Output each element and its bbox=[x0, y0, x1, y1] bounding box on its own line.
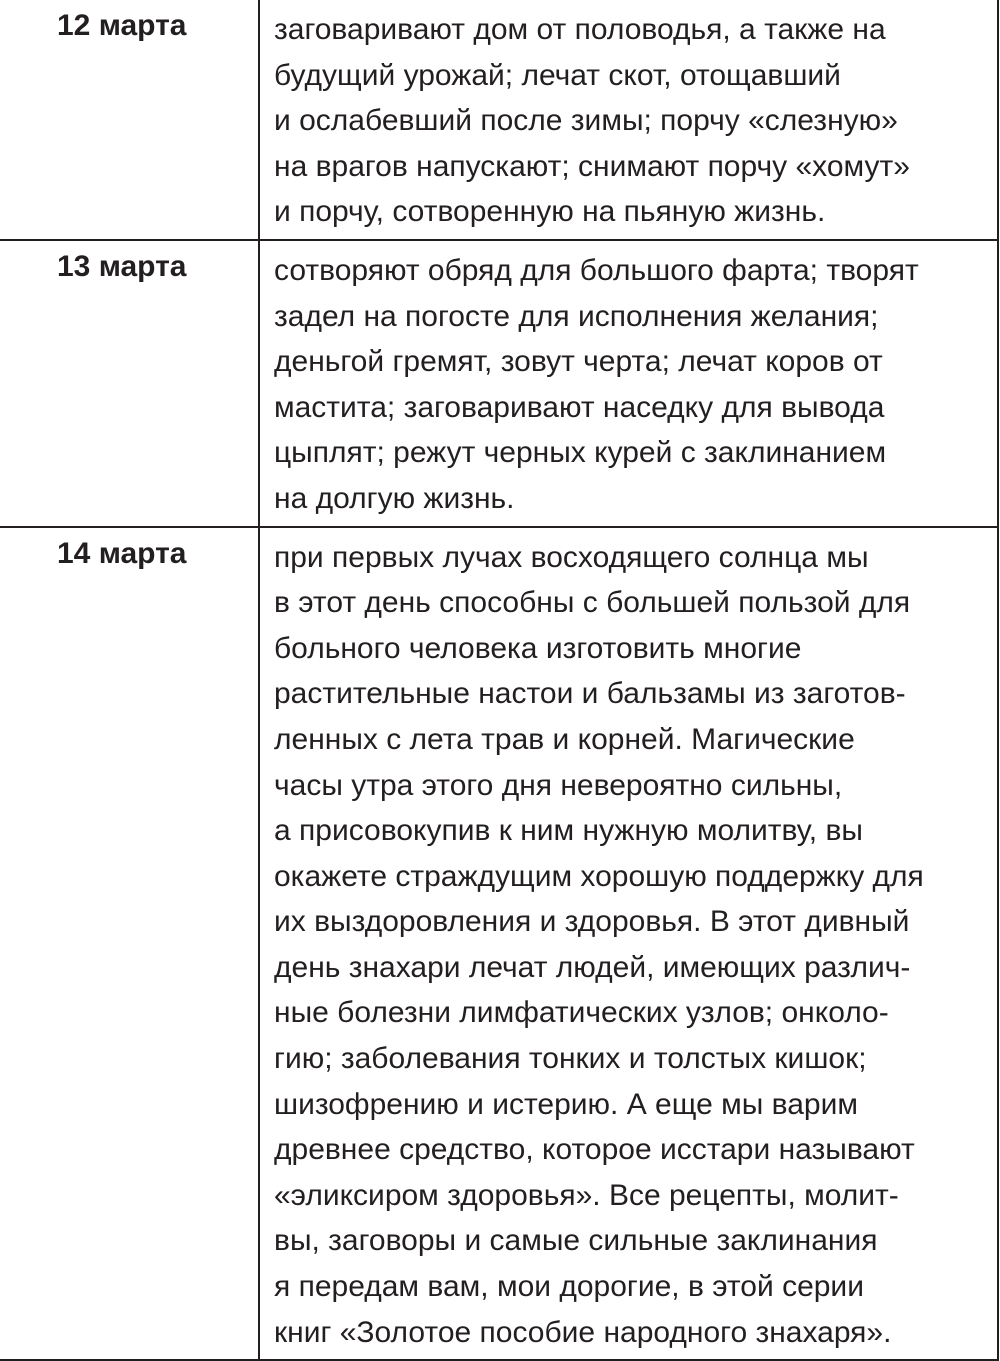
text-line: мастита; заговаривают наседку для вывода bbox=[274, 390, 885, 424]
table-row bbox=[0, 527, 998, 1361]
text-line: будущий урожай; лечат скот, отощавший bbox=[274, 58, 841, 92]
text-line: древнее средство, которое исстари называют bbox=[274, 1133, 915, 1167]
text-line: растительные настои и бальзамы из заготов- bbox=[274, 677, 906, 711]
date-cell: 14 марта bbox=[0, 527, 259, 1361]
text-line: и порчу, сотворенную на пьяную жизнь. bbox=[274, 195, 826, 229]
text-line: я передам вам, мои дорогие, в этой серии bbox=[274, 1270, 864, 1304]
description-cell bbox=[259, 527, 998, 1361]
text-line: шизофрению и истерию. А еще мы варим bbox=[274, 1087, 858, 1121]
text-line: часы утра этого дня невероятно сильны, bbox=[274, 768, 843, 802]
text-line: деньгой гремят, зовут черта; лечат коров от bbox=[274, 345, 883, 379]
text-line: на врагов напускают; снимают порчу «хомут» bbox=[274, 149, 910, 183]
text-line: «эликсиром здоровья». Все рецепты, молит- bbox=[274, 1178, 899, 1212]
text-line: больного человека изготовить многие bbox=[274, 631, 802, 665]
text-line: ленных с лета трав и корней. Магические bbox=[274, 722, 855, 756]
text-line: день знахари лечат людей, имеющих различ- bbox=[274, 950, 911, 984]
text-line: на долгую жизнь. bbox=[274, 481, 515, 515]
text-line: а присовокупив к ним нужную молитву, вы bbox=[274, 814, 863, 848]
date-cell: 13 марта bbox=[0, 240, 259, 527]
description-cell bbox=[259, 240, 998, 527]
text-line: их выздоровления и здоровья. В этот дивный bbox=[274, 905, 910, 939]
date-cell: 12 марта bbox=[0, 0, 259, 240]
text-line: гию; заболевания тонких и толстых кишок; bbox=[274, 1042, 867, 1076]
text-line: сотворяют обряд для большого фарта; творят bbox=[274, 253, 919, 287]
text-line: в этот день способны с большей пользой для bbox=[274, 586, 911, 620]
text-line: вы, заговоры и самые сильные заклинания bbox=[274, 1224, 878, 1258]
text-line: ные болезни лимфатических узлов; онколо- bbox=[274, 996, 889, 1030]
text-line: окажете страждущим хорошую поддержку для bbox=[274, 859, 924, 893]
description-cell bbox=[259, 0, 998, 240]
text-line: заговаривают дом от половодья, а также на bbox=[274, 13, 886, 46]
table-row bbox=[0, 240, 998, 527]
text-line: задел на погосте для исполнения желания; bbox=[274, 299, 879, 333]
text-line: книг «Золотое пособие народного знахаря». bbox=[274, 1315, 892, 1349]
text-line: цыплят; режут черных курей с заклинанием bbox=[274, 436, 887, 470]
text-line: и ослабевший после зимы; порчу «слезную» bbox=[274, 104, 898, 138]
table-row bbox=[0, 0, 998, 240]
text-line: при первых лучах восходящего солнца мы bbox=[274, 540, 869, 574]
